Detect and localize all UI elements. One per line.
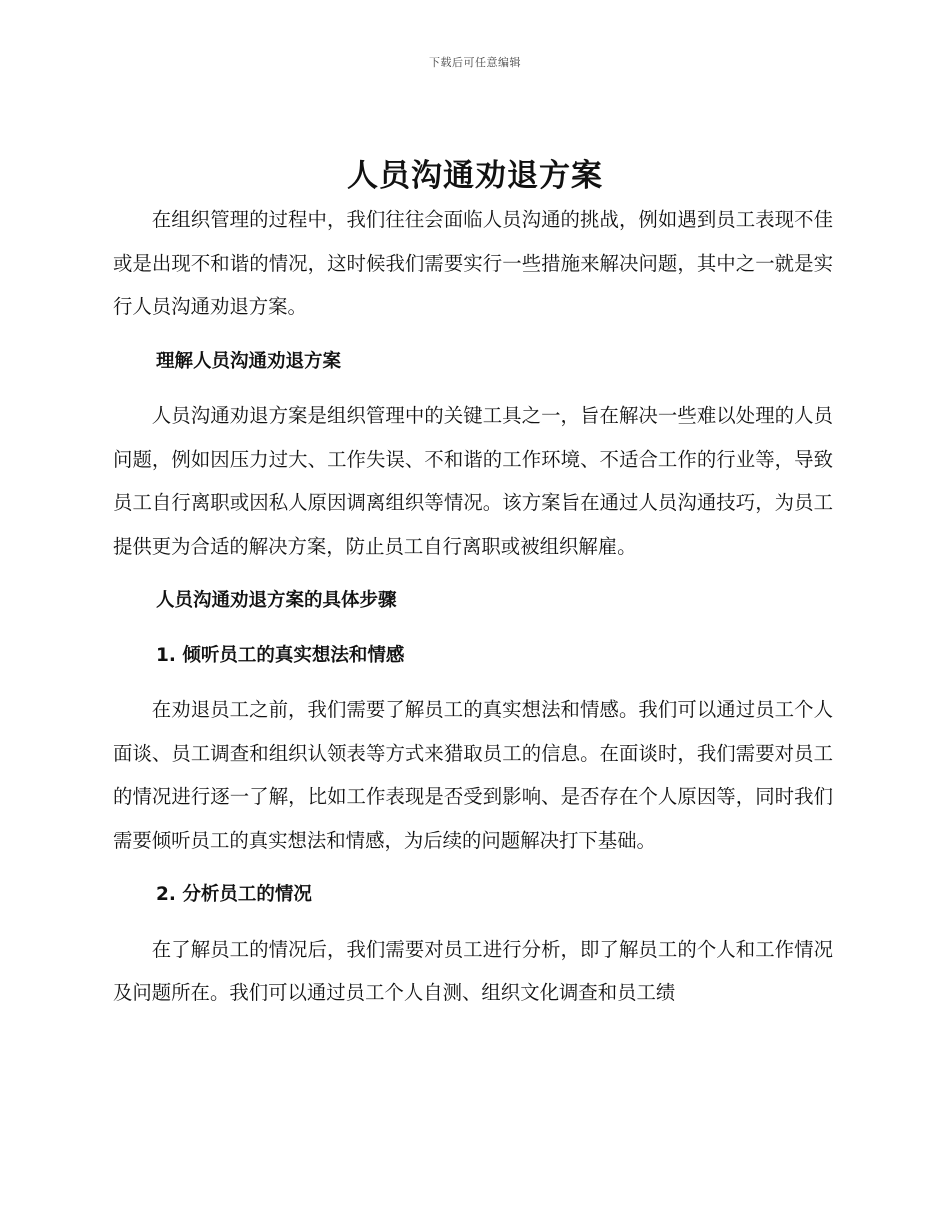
document-title: 人员沟通劝退方案 (347, 158, 603, 194)
step-heading-2: 2. 分析员工的情况 (156, 884, 312, 905)
section-heading-steps: 人员沟通劝退方案的具体步骤 (156, 590, 397, 611)
step-paragraph-2: 在了解员工的情况后，我们需要对员工进行分析，即了解员工的个人和工作情况及问题所在。我们可以通过员工个人自测、组织文化调查和员工绩 (113, 937, 833, 1004)
document-body (113, 198, 833, 1015)
section-heading-understand: 理解人员沟通劝退方案 (156, 350, 342, 372)
header-note: 下载后可任意编辑 (429, 56, 521, 69)
intro-paragraph: 在组织管理的过程中，我们往往会面临人员沟通的挑战，例如遇到员工表现不佳或是出现不和谐的情况，这时候我们需要实行一些措施来解决问题，其中之一就是实行人员沟通劝退方案。 (113, 208, 833, 318)
section-paragraph-understand: 人员沟通劝退方案是组织管理中的关键工具之一，旨在解决一些难以处理的人员问题，例如因压力过大、工作失误、不和谐的工作环境、不适合工作的行业等，导致员工自行离职或因私人原因调离组织等情况。该方案旨在通过人员沟通技巧，为员工提供更为合适的解决方案，防止员工自行离职或被组织解雇。 (113, 404, 833, 558)
step-paragraph-1: 在劝退员工之前，我们需要了解员工的真实想法和情感。我们可以通过员工个人面谈、员工调查和组织认领表等方式来猎取员工的信息。在面谈时，我们需要对员工的情况进行逐一了解，比如工作表现是否受到影响、是否存在个人原因等，同时我们需要倾听员工的真实想法和情感，为后续的问题解决打下基础。 (113, 698, 833, 852)
step-heading-1: 1. 倾听员工的真实想法和情感 (156, 644, 405, 666)
